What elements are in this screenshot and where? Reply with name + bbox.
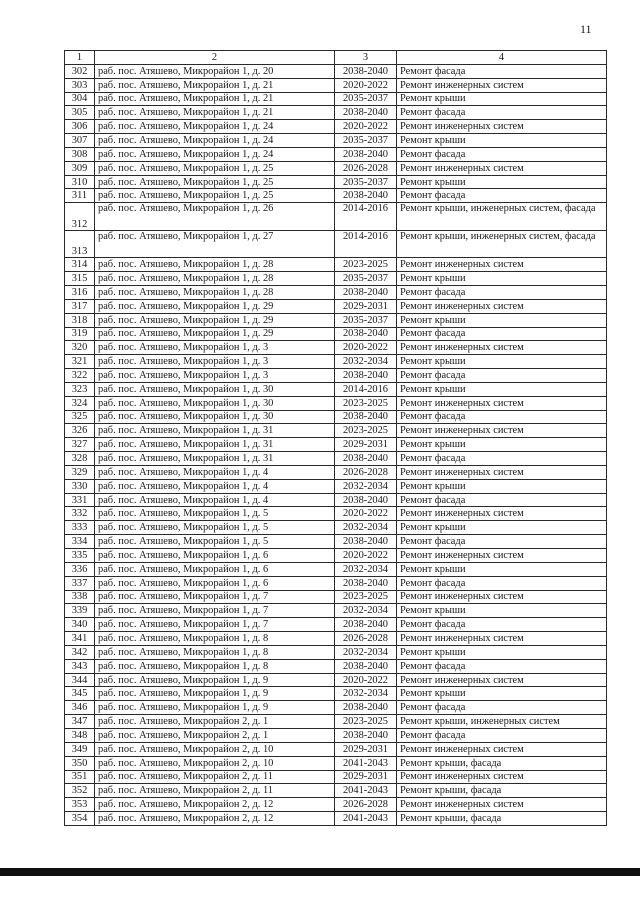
row-number-cell: 316 <box>65 285 95 299</box>
address-cell: раб. пос. Атяшево, Микрорайон 1, д. 21 <box>95 92 335 106</box>
work-type-cell: Ремонт фасада <box>397 369 607 383</box>
work-type-cell: Ремонт фасада <box>397 535 607 549</box>
row-number-cell: 346 <box>65 701 95 715</box>
work-type-cell: Ремонт крыши, фасада <box>397 812 607 826</box>
address-cell: раб. пос. Атяшево, Микрорайон 1, д. 8 <box>95 659 335 673</box>
period-cell: 2020-2022 <box>335 341 397 355</box>
work-type-cell: Ремонт фасада <box>397 493 607 507</box>
period-cell: 2038-2040 <box>335 659 397 673</box>
period-cell: 2026-2028 <box>335 161 397 175</box>
table-row <box>65 770 607 784</box>
table-row <box>65 92 607 106</box>
address-cell: раб. пос. Атяшево, Микрорайон 1, д. 4 <box>95 493 335 507</box>
work-type-cell: Ремонт инженерных систем <box>397 465 607 479</box>
work-type-cell: Ремонт крыши <box>397 272 607 286</box>
period-cell: 2038-2040 <box>335 369 397 383</box>
period-cell: 2038-2040 <box>335 728 397 742</box>
column-header: 4 <box>397 51 607 65</box>
table-row <box>65 756 607 770</box>
period-cell: 2023-2025 <box>335 396 397 410</box>
work-type-cell: Ремонт инженерных систем <box>397 396 607 410</box>
period-cell: 2038-2040 <box>335 285 397 299</box>
table-row <box>65 632 607 646</box>
address-cell: раб. пос. Атяшево, Микрорайон 1, д. 30 <box>95 410 335 424</box>
work-type-cell: Ремонт фасада <box>397 64 607 78</box>
row-number-cell: 307 <box>65 134 95 148</box>
row-number-cell: 348 <box>65 728 95 742</box>
work-type-cell: Ремонт инженерных систем <box>397 258 607 272</box>
table-header-row <box>65 51 607 65</box>
row-number-cell: 303 <box>65 78 95 92</box>
period-cell: 2014-2016 <box>335 230 397 258</box>
work-type-cell: Ремонт инженерных систем <box>397 770 607 784</box>
period-cell: 2038-2040 <box>335 147 397 161</box>
address-cell: раб. пос. Атяшево, Микрорайон 1, д. 5 <box>95 535 335 549</box>
table-row <box>65 452 607 466</box>
work-type-cell: Ремонт фасада <box>397 701 607 715</box>
address-cell: раб. пос. Атяшево, Микрорайон 1, д. 25 <box>95 175 335 189</box>
address-cell: раб. пос. Атяшево, Микрорайон 1, д. 9 <box>95 701 335 715</box>
address-cell: раб. пос. Атяшево, Микрорайон 1, д. 3 <box>95 369 335 383</box>
table-row <box>65 396 607 410</box>
work-type-cell: Ремонт крыши <box>397 604 607 618</box>
work-type-cell: Ремонт инженерных систем <box>397 424 607 438</box>
table-row <box>65 106 607 120</box>
column-header: 3 <box>335 51 397 65</box>
work-type-cell: Ремонт крыши, фасада <box>397 784 607 798</box>
address-cell: раб. пос. Атяшево, Микрорайон 2, д. 11 <box>95 784 335 798</box>
table-row <box>65 659 607 673</box>
table-row <box>65 535 607 549</box>
table-row <box>65 728 607 742</box>
period-cell: 2041-2043 <box>335 812 397 826</box>
table-row <box>65 438 607 452</box>
row-number-cell: 332 <box>65 507 95 521</box>
address-cell: раб. пос. Атяшево, Микрорайон 1, д. 8 <box>95 645 335 659</box>
work-type-cell: Ремонт фасада <box>397 576 607 590</box>
address-cell: раб. пос. Атяшево, Микрорайон 1, д. 6 <box>95 576 335 590</box>
address-cell: раб. пос. Атяшево, Микрорайон 2, д. 1 <box>95 728 335 742</box>
work-type-cell: Ремонт инженерных систем <box>397 798 607 812</box>
work-type-cell: Ремонт фасада <box>397 659 607 673</box>
address-cell: раб. пос. Атяшево, Микрорайон 1, д. 29 <box>95 313 335 327</box>
period-cell: 2035-2037 <box>335 92 397 106</box>
row-number-cell: 339 <box>65 604 95 618</box>
row-number-cell: 353 <box>65 798 95 812</box>
row-number-cell: 323 <box>65 382 95 396</box>
row-number-cell: 314 <box>65 258 95 272</box>
work-type-cell: Ремонт фасада <box>397 410 607 424</box>
period-cell: 2020-2022 <box>335 673 397 687</box>
address-cell: раб. пос. Атяшево, Микрорайон 1, д. 21 <box>95 78 335 92</box>
address-cell: раб. пос. Атяшево, Микрорайон 1, д. 4 <box>95 465 335 479</box>
work-type-cell: Ремонт фасада <box>397 728 607 742</box>
period-cell: 2032-2034 <box>335 562 397 576</box>
period-cell: 2020-2022 <box>335 507 397 521</box>
row-number-cell: 334 <box>65 535 95 549</box>
address-cell: раб. пос. Атяшево, Микрорайон 1, д. 27 <box>95 230 335 258</box>
column-header: 1 <box>65 51 95 65</box>
work-type-cell: Ремонт инженерных систем <box>397 549 607 563</box>
table-row <box>65 479 607 493</box>
address-cell: раб. пос. Атяшево, Микрорайон 1, д. 6 <box>95 562 335 576</box>
table-row <box>65 673 607 687</box>
period-cell: 2035-2037 <box>335 313 397 327</box>
work-type-cell: Ремонт инженерных систем <box>397 299 607 313</box>
table-row <box>65 465 607 479</box>
row-number-cell: 341 <box>65 632 95 646</box>
table-row <box>65 327 607 341</box>
table-row <box>65 493 607 507</box>
address-cell: раб. пос. Атяшево, Микрорайон 1, д. 29 <box>95 299 335 313</box>
table-row <box>65 313 607 327</box>
row-number-cell: 336 <box>65 562 95 576</box>
address-cell: раб. пос. Атяшево, Микрорайон 1, д. 30 <box>95 396 335 410</box>
row-number-cell: 311 <box>65 189 95 203</box>
address-cell: раб. пос. Атяшево, Микрорайон 1, д. 28 <box>95 258 335 272</box>
address-cell: раб. пос. Атяшево, Микрорайон 1, д. 9 <box>95 687 335 701</box>
address-cell: раб. пос. Атяшево, Микрорайон 2, д. 10 <box>95 756 335 770</box>
row-number-cell: 331 <box>65 493 95 507</box>
row-number-cell: 352 <box>65 784 95 798</box>
row-number-cell: 312 <box>65 203 95 231</box>
period-cell: 2029-2031 <box>335 438 397 452</box>
row-number-cell: 306 <box>65 120 95 134</box>
row-number-cell: 335 <box>65 549 95 563</box>
work-type-cell: Ремонт инженерных систем <box>397 78 607 92</box>
period-cell: 2020-2022 <box>335 120 397 134</box>
work-type-cell: Ремонт крыши, фасада <box>397 756 607 770</box>
table-row <box>65 645 607 659</box>
table-row <box>65 230 607 258</box>
row-number-cell: 350 <box>65 756 95 770</box>
row-number-cell: 310 <box>65 175 95 189</box>
table-row <box>65 798 607 812</box>
address-cell: раб. пос. Атяшево, Микрорайон 1, д. 3 <box>95 355 335 369</box>
address-cell: раб. пос. Атяшево, Микрорайон 1, д. 5 <box>95 521 335 535</box>
address-cell: раб. пос. Атяшево, Микрорайон 1, д. 28 <box>95 272 335 286</box>
row-number-cell: 309 <box>65 161 95 175</box>
work-type-cell: Ремонт инженерных систем <box>397 590 607 604</box>
work-type-cell: Ремонт крыши, инженерных систем, фасада <box>397 203 607 231</box>
period-cell: 2029-2031 <box>335 742 397 756</box>
row-number-cell: 330 <box>65 479 95 493</box>
row-number-cell: 304 <box>65 92 95 106</box>
address-cell: раб. пос. Атяшево, Микрорайон 1, д. 5 <box>95 507 335 521</box>
table-row <box>65 272 607 286</box>
row-number-cell: 321 <box>65 355 95 369</box>
row-number-cell: 337 <box>65 576 95 590</box>
table-row <box>65 715 607 729</box>
row-number-cell: 322 <box>65 369 95 383</box>
table-row <box>65 590 607 604</box>
work-type-cell: Ремонт фасада <box>397 452 607 466</box>
table-row <box>65 507 607 521</box>
row-number-cell: 345 <box>65 687 95 701</box>
table-row <box>65 549 607 563</box>
work-type-cell: Ремонт крыши <box>397 645 607 659</box>
work-type-cell: Ремонт крыши <box>397 313 607 327</box>
page-number: 11 <box>580 22 592 36</box>
row-number-cell: 319 <box>65 327 95 341</box>
period-cell: 2041-2043 <box>335 784 397 798</box>
address-cell: раб. пос. Атяшево, Микрорайон 1, д. 24 <box>95 120 335 134</box>
work-type-cell: Ремонт инженерных систем <box>397 632 607 646</box>
row-number-cell: 315 <box>65 272 95 286</box>
period-cell: 2038-2040 <box>335 701 397 715</box>
table-row <box>65 618 607 632</box>
period-cell: 2026-2028 <box>335 632 397 646</box>
table-row <box>65 203 607 231</box>
table-row <box>65 341 607 355</box>
address-cell: раб. пос. Атяшево, Микрорайон 1, д. 7 <box>95 604 335 618</box>
table-row <box>65 285 607 299</box>
address-cell: раб. пос. Атяшево, Микрорайон 1, д. 31 <box>95 452 335 466</box>
address-cell: раб. пос. Атяшево, Микрорайон 1, д. 8 <box>95 632 335 646</box>
row-number-cell: 318 <box>65 313 95 327</box>
work-type-cell: Ремонт фасада <box>397 147 607 161</box>
table-row <box>65 742 607 756</box>
table-row <box>65 355 607 369</box>
table-row <box>65 78 607 92</box>
period-cell: 2029-2031 <box>335 299 397 313</box>
period-cell: 2038-2040 <box>335 189 397 203</box>
row-number-cell: 326 <box>65 424 95 438</box>
address-cell: раб. пос. Атяшево, Микрорайон 1, д. 9 <box>95 673 335 687</box>
address-cell: раб. пос. Атяшево, Микрорайон 1, д. 24 <box>95 134 335 148</box>
row-number-cell: 308 <box>65 147 95 161</box>
table-row <box>65 576 607 590</box>
table-row <box>65 784 607 798</box>
address-cell: раб. пос. Атяшево, Микрорайон 1, д. 25 <box>95 161 335 175</box>
table-row <box>65 258 607 272</box>
period-cell: 2038-2040 <box>335 327 397 341</box>
row-number-cell: 305 <box>65 106 95 120</box>
period-cell: 2038-2040 <box>335 535 397 549</box>
period-cell: 2023-2025 <box>335 424 397 438</box>
address-cell: раб. пос. Атяшево, Микрорайон 1, д. 29 <box>95 327 335 341</box>
address-cell: раб. пос. Атяшево, Микрорайон 2, д. 12 <box>95 798 335 812</box>
period-cell: 2014-2016 <box>335 203 397 231</box>
table-row <box>65 812 607 826</box>
scan-edge-bar <box>0 868 640 876</box>
period-cell: 2032-2034 <box>335 604 397 618</box>
table-row <box>65 410 607 424</box>
work-type-cell: Ремонт фасада <box>397 618 607 632</box>
row-number-cell: 340 <box>65 618 95 632</box>
address-cell: раб. пос. Атяшево, Микрорайон 1, д. 25 <box>95 189 335 203</box>
row-number-cell: 343 <box>65 659 95 673</box>
period-cell: 2035-2037 <box>335 175 397 189</box>
work-type-cell: Ремонт инженерных систем <box>397 341 607 355</box>
row-number-cell: 338 <box>65 590 95 604</box>
row-number-cell: 347 <box>65 715 95 729</box>
column-header: 2 <box>95 51 335 65</box>
table-row <box>65 424 607 438</box>
table-row <box>65 382 607 396</box>
address-cell: раб. пос. Атяшево, Микрорайон 2, д. 11 <box>95 770 335 784</box>
address-cell: раб. пос. Атяшево, Микрорайон 2, д. 10 <box>95 742 335 756</box>
period-cell: 2041-2043 <box>335 756 397 770</box>
work-type-cell: Ремонт крыши <box>397 175 607 189</box>
work-type-cell: Ремонт инженерных систем <box>397 507 607 521</box>
address-cell: раб. пос. Атяшево, Микрорайон 1, д. 3 <box>95 341 335 355</box>
address-cell: раб. пос. Атяшево, Микрорайон 1, д. 31 <box>95 424 335 438</box>
row-number-cell: 324 <box>65 396 95 410</box>
period-cell: 2032-2034 <box>335 645 397 659</box>
table-row <box>65 189 607 203</box>
address-cell: раб. пос. Атяшево, Микрорайон 2, д. 1 <box>95 715 335 729</box>
work-type-cell: Ремонт крыши <box>397 521 607 535</box>
address-cell: раб. пос. Атяшево, Микрорайон 1, д. 6 <box>95 549 335 563</box>
address-cell: раб. пос. Атяшево, Микрорайон 1, д. 30 <box>95 382 335 396</box>
row-number-cell: 351 <box>65 770 95 784</box>
table-row <box>65 147 607 161</box>
address-cell: раб. пос. Атяшево, Микрорайон 1, д. 7 <box>95 618 335 632</box>
period-cell: 2038-2040 <box>335 576 397 590</box>
work-type-cell: Ремонт фасада <box>397 106 607 120</box>
period-cell: 2038-2040 <box>335 64 397 78</box>
work-type-cell: Ремонт инженерных систем <box>397 742 607 756</box>
address-cell: раб. пос. Атяшево, Микрорайон 1, д. 20 <box>95 64 335 78</box>
period-cell: 2026-2028 <box>335 798 397 812</box>
work-type-cell: Ремонт фасада <box>397 327 607 341</box>
row-number-cell: 302 <box>65 64 95 78</box>
row-number-cell: 354 <box>65 812 95 826</box>
period-cell: 2020-2022 <box>335 549 397 563</box>
table-row <box>65 369 607 383</box>
table-row <box>65 299 607 313</box>
address-cell: раб. пос. Атяшево, Микрорайон 1, д. 26 <box>95 203 335 231</box>
address-cell: раб. пос. Атяшево, Микрорайон 1, д. 7 <box>95 590 335 604</box>
work-type-cell: Ремонт крыши <box>397 382 607 396</box>
period-cell: 2032-2034 <box>335 687 397 701</box>
table-body <box>65 64 607 825</box>
work-type-cell: Ремонт крыши, инженерных систем, фасада <box>397 230 607 258</box>
work-type-cell: Ремонт крыши <box>397 438 607 452</box>
period-cell: 2020-2022 <box>335 78 397 92</box>
period-cell: 2038-2040 <box>335 410 397 424</box>
table-row <box>65 161 607 175</box>
table-row <box>65 604 607 618</box>
address-cell: раб. пос. Атяшево, Микрорайон 1, д. 28 <box>95 285 335 299</box>
repair-schedule-table <box>64 50 607 826</box>
period-cell: 2032-2034 <box>335 521 397 535</box>
period-cell: 2038-2040 <box>335 493 397 507</box>
table-row <box>65 175 607 189</box>
period-cell: 2023-2025 <box>335 715 397 729</box>
work-type-cell: Ремонт инженерных систем <box>397 161 607 175</box>
work-type-cell: Ремонт фасада <box>397 285 607 299</box>
table-row <box>65 120 607 134</box>
table-row <box>65 64 607 78</box>
row-number-cell: 317 <box>65 299 95 313</box>
period-cell: 2014-2016 <box>335 382 397 396</box>
period-cell: 2038-2040 <box>335 106 397 120</box>
work-type-cell: Ремонт крыши <box>397 355 607 369</box>
address-cell: раб. пос. Атяшево, Микрорайон 1, д. 21 <box>95 106 335 120</box>
work-type-cell: Ремонт крыши, инженерных систем <box>397 715 607 729</box>
address-cell: раб. пос. Атяшево, Микрорайон 2, д. 12 <box>95 812 335 826</box>
table-row <box>65 562 607 576</box>
row-number-cell: 342 <box>65 645 95 659</box>
work-type-cell: Ремонт фасада <box>397 189 607 203</box>
row-number-cell: 327 <box>65 438 95 452</box>
work-type-cell: Ремонт крыши <box>397 92 607 106</box>
table-row <box>65 134 607 148</box>
period-cell: 2026-2028 <box>335 465 397 479</box>
period-cell: 2035-2037 <box>335 272 397 286</box>
period-cell: 2038-2040 <box>335 452 397 466</box>
period-cell: 2029-2031 <box>335 770 397 784</box>
period-cell: 2035-2037 <box>335 134 397 148</box>
work-type-cell: Ремонт крыши <box>397 687 607 701</box>
row-number-cell: 313 <box>65 230 95 258</box>
work-type-cell: Ремонт крыши <box>397 134 607 148</box>
row-number-cell: 333 <box>65 521 95 535</box>
address-cell: раб. пос. Атяшево, Микрорайон 1, д. 31 <box>95 438 335 452</box>
period-cell: 2032-2034 <box>335 479 397 493</box>
row-number-cell: 325 <box>65 410 95 424</box>
row-number-cell: 344 <box>65 673 95 687</box>
period-cell: 2038-2040 <box>335 618 397 632</box>
address-cell: раб. пос. Атяшево, Микрорайон 1, д. 24 <box>95 147 335 161</box>
table-row <box>65 687 607 701</box>
period-cell: 2023-2025 <box>335 258 397 272</box>
work-type-cell: Ремонт крыши <box>397 562 607 576</box>
period-cell: 2023-2025 <box>335 590 397 604</box>
table-row <box>65 701 607 715</box>
work-type-cell: Ремонт инженерных систем <box>397 120 607 134</box>
row-number-cell: 329 <box>65 465 95 479</box>
work-type-cell: Ремонт крыши <box>397 479 607 493</box>
row-number-cell: 349 <box>65 742 95 756</box>
table-row <box>65 521 607 535</box>
row-number-cell: 328 <box>65 452 95 466</box>
work-type-cell: Ремонт инженерных систем <box>397 673 607 687</box>
period-cell: 2032-2034 <box>335 355 397 369</box>
address-cell: раб. пос. Атяшево, Микрорайон 1, д. 4 <box>95 479 335 493</box>
row-number-cell: 320 <box>65 341 95 355</box>
